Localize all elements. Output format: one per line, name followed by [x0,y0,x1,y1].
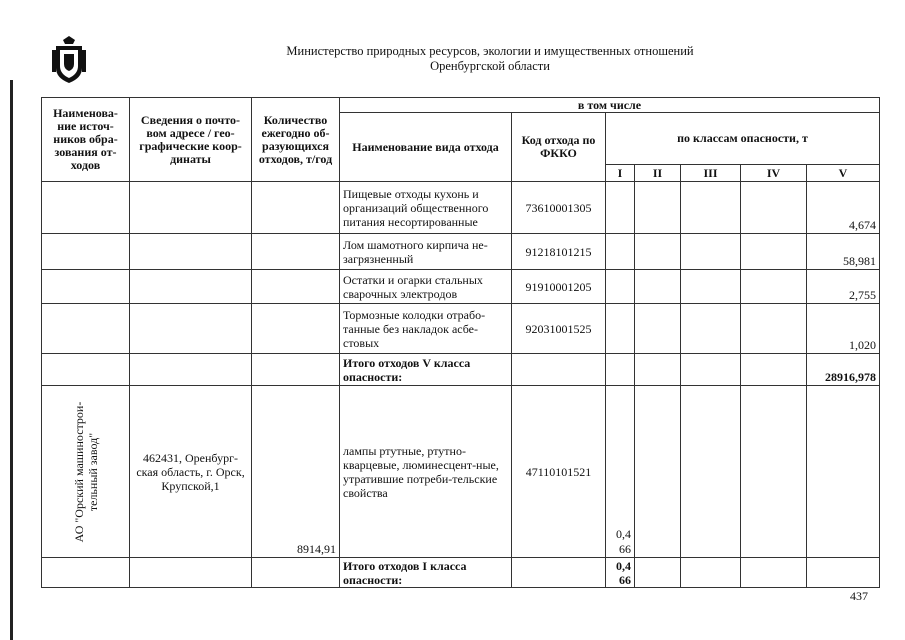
col-classes-header: по классам опасности, т [606,113,880,165]
table-row [42,270,880,304]
org-waste-name: лампы ртутные, ртутно-кварцевые, люминесцент-ные, утратившие потреби-тельские свойства [340,386,512,558]
table-row [42,234,880,270]
waste-code: 92031001525 [512,304,606,354]
waste-name: Пищевые отходы кухонь и организаций общественного питания несортированные [340,182,512,234]
region-name: Оренбургской области [430,59,550,73]
org-name: АО "Орский машинострои-тельный завод" [71,401,100,542]
class-v-value: 4,674 [807,182,880,234]
coat-of-arms-icon [52,36,86,84]
total-row-class-i [42,558,880,588]
org-row [42,386,880,558]
total-i-value: 0,4 66 [606,558,635,588]
class-header-v: V [807,165,880,182]
class-header-iv: IV [741,165,807,182]
org-class-i-value: 0,4 66 [606,386,635,558]
waste-name: Тормозные колодки отрабо-танные без накладок асбе-стовых [340,304,512,354]
total-row-class-v [42,354,880,386]
waste-name: Остатки и огарки стальных сварочных электродов [340,270,512,304]
waste-code: 91910001205 [512,270,606,304]
org-address: 462431, Оренбург-ская область, г. Орск, Крупской,1 [130,386,252,558]
class-header-iii: III [681,165,741,182]
scan-edge-line [10,80,13,640]
total-v-label: Итого отходов V класса опасности: [340,354,512,386]
class-header-ii: II [635,165,681,182]
ministry-name: Министерство природных ресурсов, экологии и имущественных отношений [286,44,694,58]
waste-code: 73610001305 [512,182,606,234]
col-quantity-header: Количество ежегодно об-разующихся отходов, т/год [252,98,340,182]
class-v-value: 2,755 [807,270,880,304]
table-row [42,182,880,234]
col-waste-name-header: Наименование вида отхода [340,113,512,182]
col-address-header: Сведения о почто-вом адресе / гео-графические коор-динаты [130,98,252,182]
org-waste-code: 47110101521 [512,386,606,558]
total-v-value: 28916,978 [807,354,880,386]
class-header-i: I [606,165,635,182]
total-i-label: Итого отходов I класса опасности: [340,558,512,588]
col-source-header: Наименова-ние источ-ников обра-зования от-ходов [42,98,130,182]
waste-code: 91218101215 [512,234,606,270]
col-including-header: в том числе [340,98,880,113]
table-row [42,304,880,354]
class-v-value: 58,981 [807,234,880,270]
waste-register-table [41,97,880,588]
page-number: 437 [850,589,868,603]
class-v-value: 1,020 [807,304,880,354]
org-quantity: 8914,91 [252,386,340,558]
waste-name: Лом шамотного кирпича не-загрязненный [340,234,512,270]
col-code-header: Код отхода по ФККО [512,113,606,182]
